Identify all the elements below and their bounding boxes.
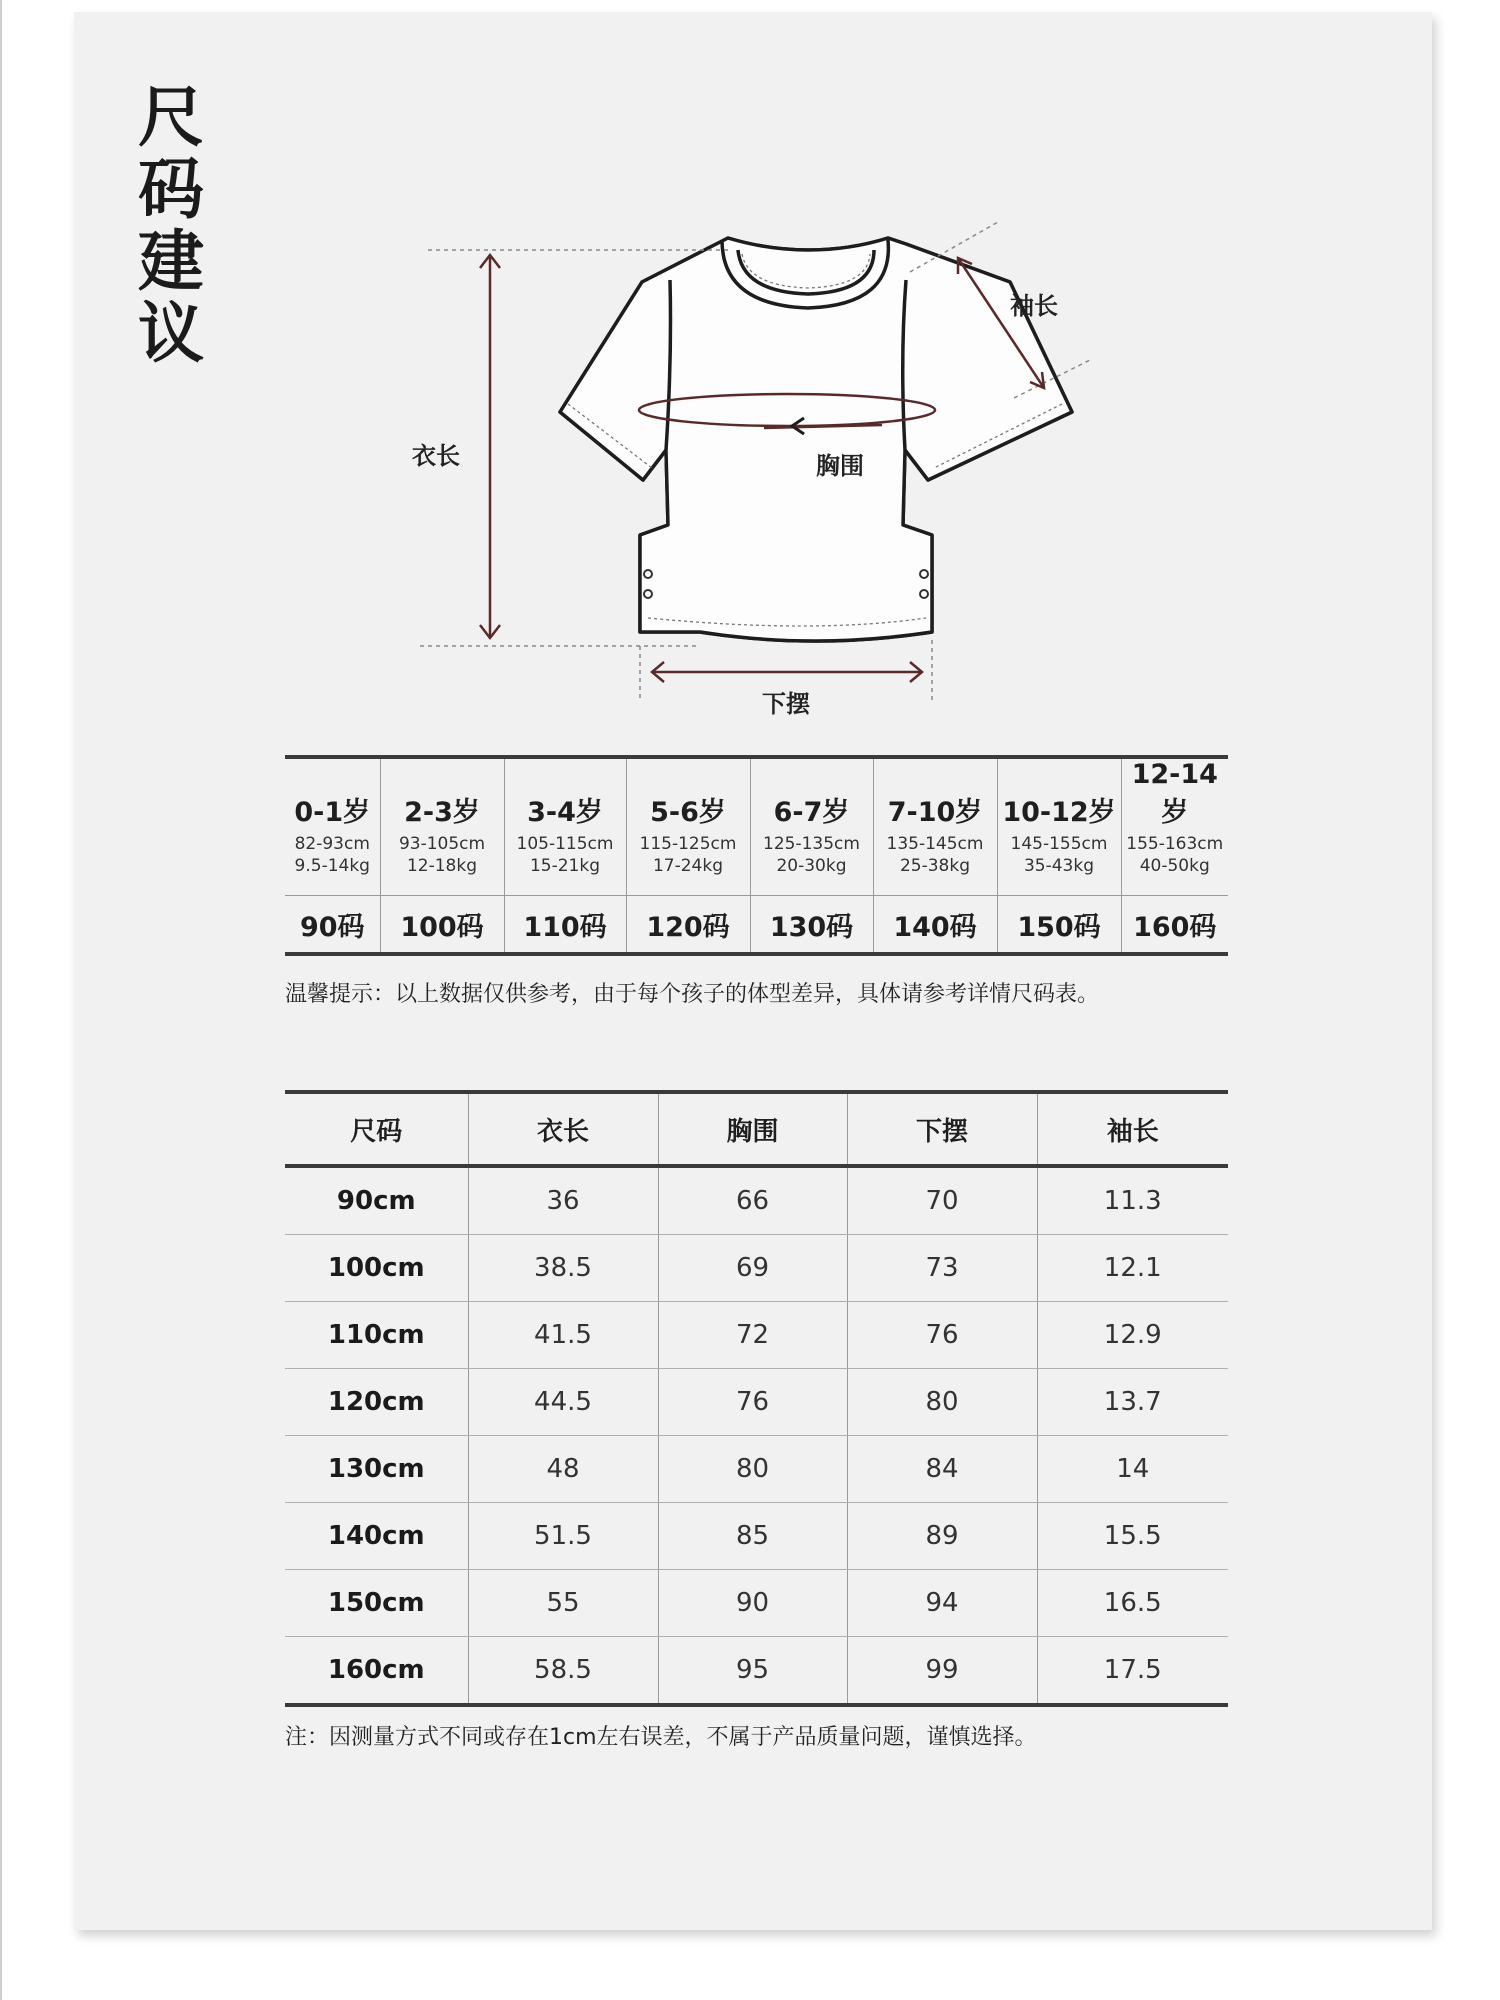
- weight-value: 12-18kg: [406, 856, 478, 876]
- chest-cell: 85: [658, 1503, 847, 1570]
- sleeve-cell: 16.5: [1037, 1570, 1228, 1637]
- weight-value: 25-38kg: [899, 856, 971, 876]
- size-code-cell: 140码: [873, 896, 997, 955]
- length-cell: 44.5: [468, 1369, 658, 1436]
- header-length: 衣长: [468, 1092, 658, 1166]
- sleeve-cell: 13.7: [1037, 1369, 1228, 1436]
- age-cell: 12-14岁: [1121, 757, 1228, 829]
- chest-cell: 66: [658, 1166, 847, 1235]
- weight-value: 15-21kg: [529, 856, 601, 876]
- hem-cell: 76: [847, 1302, 1037, 1369]
- age-cell: 7-10岁: [873, 757, 997, 829]
- table-row: [285, 1235, 1228, 1302]
- hem-cell: 99: [847, 1637, 1037, 1706]
- chest-label: 胸围: [816, 452, 864, 480]
- table-row: [285, 1166, 1228, 1235]
- tshirt-outline-icon: [0, 0, 1500, 740]
- height-weight-cell: [997, 829, 1121, 896]
- age-cell: 0-1岁: [294, 797, 371, 828]
- height-weight-cell: [626, 829, 750, 896]
- sleeve-cell: 14: [1037, 1436, 1228, 1503]
- weight-value: 17-24kg: [652, 856, 724, 876]
- size-code-cell: 150码: [997, 896, 1121, 955]
- hem-cell: 94: [847, 1570, 1037, 1637]
- sleeve-cell: 11.3: [1037, 1166, 1228, 1235]
- length-cell: 41.5: [468, 1302, 658, 1369]
- size-code-cell: 120码: [626, 896, 750, 955]
- sleeve-cell: 12.1: [1037, 1235, 1228, 1302]
- length-cell: 48: [468, 1436, 658, 1503]
- height-value: 145-155cm: [1010, 834, 1108, 854]
- age-size-table: [285, 755, 1228, 956]
- height-value: 82-93cm: [294, 834, 370, 854]
- header-size: 尺码: [285, 1092, 468, 1166]
- size-code-cell: 130码: [750, 896, 873, 955]
- chest-cell: 90: [658, 1570, 847, 1637]
- height-weight-cell: [750, 829, 873, 896]
- size-cell: 120cm: [285, 1369, 468, 1436]
- height-weight-cell: [873, 829, 997, 896]
- measurement-header-row: [285, 1092, 1228, 1166]
- hem-cell: 70: [847, 1166, 1037, 1235]
- length-cell: 36: [468, 1166, 658, 1235]
- sleeve-cell: 15.5: [1037, 1503, 1228, 1570]
- weight-value: 9.5-14kg: [294, 856, 370, 876]
- sleeve-cell: 12.9: [1037, 1302, 1228, 1369]
- size-code-cell: 160码: [1121, 896, 1228, 955]
- age-cell: 5-6岁: [626, 757, 750, 829]
- age-cell: 3-4岁: [504, 757, 626, 829]
- table-row: [285, 1503, 1228, 1570]
- size-cell: 110cm: [285, 1302, 468, 1369]
- height-weight-cell: [285, 829, 380, 896]
- table-row: [285, 1369, 1228, 1436]
- size-code-row: [285, 896, 1228, 955]
- size-cell: 100cm: [285, 1235, 468, 1302]
- weight-value: 20-30kg: [776, 856, 847, 876]
- chest-cell: 69: [658, 1235, 847, 1302]
- chest-cell: 95: [658, 1637, 847, 1706]
- hem-cell: 89: [847, 1503, 1037, 1570]
- length-cell: 58.5: [468, 1637, 658, 1706]
- table-row: [285, 1570, 1228, 1637]
- header-sleeve: 袖长: [1037, 1092, 1228, 1166]
- size-cell: 90cm: [285, 1166, 468, 1235]
- height-weight-cell: [504, 829, 626, 896]
- weight-value: 35-43kg: [1023, 856, 1095, 876]
- sleeve-cell: 17.5: [1037, 1637, 1228, 1706]
- height-weight-cell: [380, 829, 504, 896]
- height-value: 93-105cm: [398, 834, 486, 854]
- table-row: [285, 1637, 1228, 1706]
- tip-text: 温馨提示：以上数据仅供参考，由于每个孩子的体型差异，具体请参考详情尺码表。: [285, 982, 1100, 1007]
- hem-cell: 80: [847, 1369, 1037, 1436]
- height-weight-row: [285, 829, 1228, 896]
- age-cell: 2-3岁: [380, 757, 504, 829]
- length-cell: 38.5: [468, 1235, 658, 1302]
- age-cell: 10-12岁: [997, 757, 1121, 829]
- height-weight-cell: [1121, 829, 1228, 896]
- size-code-cell: 90码: [285, 896, 380, 955]
- size-cell: 140cm: [285, 1503, 468, 1570]
- size-cell: 130cm: [285, 1436, 468, 1503]
- hem-cell: 73: [847, 1235, 1037, 1302]
- header-chest: 胸围: [658, 1092, 847, 1166]
- hem-cell: 84: [847, 1436, 1037, 1503]
- length-cell: 51.5: [468, 1503, 658, 1570]
- page-title: 尺码建议: [138, 79, 204, 372]
- table-row: [285, 1436, 1228, 1503]
- hem-label: 下摆: [762, 690, 810, 718]
- chest-cell: 72: [658, 1302, 847, 1369]
- length-label: 衣长: [412, 442, 460, 470]
- chest-cell: 80: [658, 1436, 847, 1503]
- height-value: 125-135cm: [763, 834, 860, 854]
- header-hem: 下摆: [847, 1092, 1037, 1166]
- measurement-table: [285, 1090, 1228, 1707]
- size-cell: 160cm: [327, 1655, 425, 1685]
- size-code-cell: 100码: [380, 896, 504, 955]
- size-cell: 150cm: [285, 1570, 468, 1637]
- chest-cell: 76: [658, 1369, 847, 1436]
- height-value: 115-125cm: [639, 834, 737, 854]
- height-value: 105-115cm: [516, 834, 614, 854]
- length-cell: 55: [468, 1570, 658, 1637]
- size-code-cell: 110码: [504, 896, 626, 955]
- weight-value: 40-50kg: [1139, 856, 1210, 876]
- sleeve-label: 袖长: [1010, 292, 1058, 320]
- height-value: 135-145cm: [886, 834, 984, 854]
- table-row: [285, 1302, 1228, 1369]
- age-row: [285, 757, 1228, 829]
- age-cell: 6-7岁: [750, 757, 873, 829]
- height-value: 155-163cm: [1126, 834, 1224, 854]
- note-text: 注：因测量方式不同或存在1cm左右误差，不属于产品质量问题，谨慎选择。: [285, 1725, 1037, 1750]
